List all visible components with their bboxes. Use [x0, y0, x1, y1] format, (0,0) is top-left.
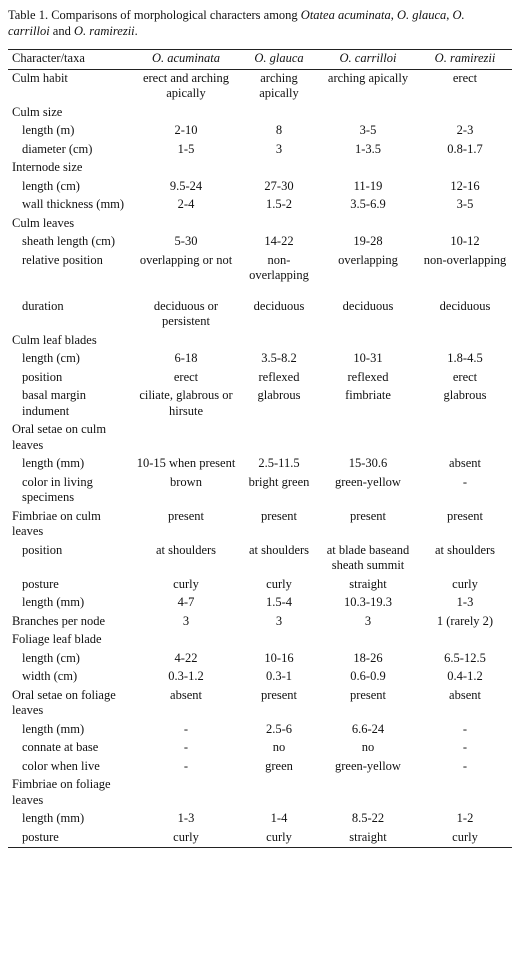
cell-ramirezii: erect	[452, 70, 478, 85]
cell-glauca: 2.5-11.5	[258, 456, 300, 470]
cell-acuminata	[132, 421, 240, 455]
table-row	[8, 758, 512, 777]
cell-ramirezii: absent	[449, 456, 481, 470]
table-row	[8, 542, 512, 576]
table-body	[8, 69, 512, 848]
cell-carrilloi	[318, 776, 418, 810]
cell-carrilloi: straight	[318, 829, 418, 848]
table-row	[8, 350, 512, 369]
cell-acuminata	[132, 776, 240, 810]
header-glauca: O. glauca	[240, 50, 318, 70]
cell-acuminata: brown	[170, 474, 202, 489]
cell-character: Culm habit	[12, 70, 68, 85]
table-row	[8, 233, 512, 252]
cell-ramirezii: at shoulders	[434, 542, 496, 557]
cell-ramirezii	[418, 104, 512, 123]
cell-acuminata	[132, 159, 240, 178]
cell-carrilloi: 3	[364, 613, 372, 628]
cell-carrilloi: 19-28	[353, 234, 383, 248]
caption-prefix: Table 1. Comparisons of morphological characters among	[8, 8, 301, 22]
table-row	[8, 141, 512, 160]
header-character: Character/taxa	[8, 50, 132, 70]
cell-carrilloi: 10.3-19.3	[344, 595, 392, 609]
cell-ramirezii: absent	[449, 687, 481, 702]
table-row	[8, 474, 512, 508]
cell-acuminata: ciliate, glabrous or hirsute	[139, 388, 233, 418]
cell-acuminata: at shoulders	[155, 542, 217, 557]
cell-acuminata: 3	[182, 613, 190, 628]
cell-character: length (mm)	[22, 721, 85, 736]
table-row	[8, 332, 512, 351]
caption-taxon-1: Otatea acuminata	[300, 8, 391, 22]
cell-character: Oral setae on foliage leaves	[12, 687, 116, 717]
cell-carrilloi: 0.6-0.9	[350, 669, 386, 683]
table-row	[8, 508, 512, 542]
cell-carrilloi: present	[349, 508, 387, 523]
cell-glauca: non-overlapping	[249, 252, 309, 282]
cell-character: duration	[22, 298, 64, 313]
cell-ramirezii: -	[462, 474, 468, 489]
caption-taxon-3: O. carrilloi	[8, 8, 465, 38]
caption-separator: ,	[446, 8, 453, 22]
cell-acuminata: erect and arching apically	[142, 70, 230, 100]
cell-acuminata: -	[183, 721, 189, 736]
cell-acuminata	[132, 104, 240, 123]
table-row	[8, 369, 512, 388]
cell-glauca: present	[260, 687, 298, 702]
cell-ramirezii: -	[462, 758, 468, 773]
cell-acuminata: -	[183, 758, 189, 773]
cell-character: Fimbriae on culm leaves	[12, 508, 101, 538]
cell-character: length (mm)	[22, 456, 85, 470]
table-row	[8, 196, 512, 215]
cell-glauca: curly	[240, 829, 318, 848]
cell-carrilloi: 18-26	[353, 650, 383, 665]
cell-glauca	[240, 631, 318, 650]
cell-character: wall thickness (mm)	[22, 197, 125, 211]
table-row	[8, 739, 512, 758]
cell-ramirezii: 12-16	[450, 178, 480, 193]
table-row	[8, 810, 512, 829]
cell-carrilloi: green-yellow	[335, 474, 401, 489]
cell-glauca: 3.5-8.2	[261, 351, 297, 365]
table-row	[8, 178, 512, 197]
table-row	[8, 668, 512, 687]
cell-character: Culm size	[12, 104, 63, 119]
cell-carrilloi: 3-5	[359, 123, 377, 137]
cell-glauca: curly	[266, 576, 292, 591]
cell-ramirezii: -	[462, 721, 468, 736]
cell-acuminata: erect	[173, 369, 199, 384]
cell-acuminata: -	[183, 740, 189, 754]
cell-glauca: 3	[275, 613, 283, 628]
cell-ramirezii: 1-2	[456, 811, 474, 825]
cell-ramirezii: erect	[452, 369, 478, 384]
table-row	[8, 576, 512, 595]
cell-acuminata: 4-7	[177, 595, 195, 609]
cell-acuminata: deciduous or persistent	[153, 298, 219, 328]
cell-acuminata: 0.3-1.2	[168, 669, 204, 683]
cell-acuminata: 1-5	[177, 141, 195, 156]
cell-acuminata: curly	[132, 829, 240, 848]
cell-glauca: bright green	[248, 474, 310, 489]
cell-glauca: no	[272, 740, 286, 754]
table-row	[8, 252, 512, 298]
cell-glauca: 8	[275, 123, 283, 137]
cell-ramirezii	[418, 159, 512, 178]
cell-carrilloi: overlapping	[338, 252, 398, 267]
cell-glauca	[240, 215, 318, 234]
cell-acuminata: present	[167, 508, 205, 523]
cell-character: posture	[22, 576, 59, 591]
caption-end: .	[134, 23, 138, 38]
cell-carrilloi	[318, 421, 418, 455]
cell-character: length (cm)	[22, 178, 80, 193]
table-row	[8, 631, 512, 650]
cell-glauca: present	[260, 508, 298, 523]
cell-carrilloi: 6.6-24	[351, 721, 385, 736]
cell-character: posture	[8, 829, 132, 848]
header-carrilloi: O. carrilloi	[318, 50, 418, 70]
cell-acuminata	[132, 631, 240, 650]
table-row	[8, 594, 512, 613]
cell-carrilloi: green-yellow	[335, 758, 401, 773]
cell-acuminata: curly	[173, 576, 199, 591]
cell-character: length (mm)	[22, 811, 85, 825]
cell-acuminata: 1-3	[177, 811, 195, 825]
cell-acuminata: 2-10	[174, 123, 198, 137]
caption-separator: ,	[390, 8, 397, 22]
cell-character: width (cm)	[22, 669, 78, 683]
cell-glauca	[240, 332, 318, 351]
cell-glauca: glabrous	[257, 388, 301, 402]
cell-carrilloi	[318, 159, 418, 178]
cell-ramirezii: present	[446, 508, 484, 523]
cell-character: length (cm)	[22, 650, 80, 665]
cell-ramirezii: 10-12	[450, 234, 480, 248]
cell-ramirezii	[418, 776, 512, 810]
cell-carrilloi	[318, 631, 418, 650]
table-caption	[8, 8, 512, 39]
caption-taxon-4: O. ramirezii	[73, 23, 135, 38]
cell-acuminata: 9.5-24	[169, 178, 203, 193]
cell-character: diameter (cm)	[22, 141, 93, 156]
cell-character: length (m)	[22, 123, 75, 137]
cell-character: sheath length (cm)	[22, 234, 116, 248]
cell-carrilloi: fimbriate	[345, 388, 391, 402]
cell-carrilloi: 15-30.6	[348, 456, 388, 470]
cell-carrilloi: straight	[349, 576, 387, 591]
cell-carrilloi: 1-3.5	[354, 141, 382, 156]
cell-character: Culm leaves	[12, 215, 75, 230]
cell-glauca: 3	[275, 141, 283, 156]
table-row	[8, 421, 512, 455]
cell-glauca: 27-30	[264, 178, 294, 193]
cell-ramirezii: -	[462, 740, 468, 754]
cell-acuminata: 6-18	[174, 351, 198, 365]
cell-ramirezii: non-overlapping	[423, 252, 507, 267]
cell-carrilloi: deciduous	[342, 298, 394, 313]
table-row	[8, 721, 512, 740]
table-row	[8, 159, 512, 178]
cell-ramirezii	[418, 421, 512, 455]
cell-carrilloi: reflexed	[347, 369, 389, 384]
cell-character: position	[22, 542, 63, 557]
cell-glauca: arching apically	[259, 70, 299, 100]
table-row	[8, 776, 512, 810]
cell-acuminata	[132, 332, 240, 351]
table-row	[8, 829, 512, 848]
cell-ramirezii: 2-3	[456, 123, 474, 137]
cell-ramirezii: 0.4-1.2	[447, 669, 483, 683]
cell-character: Culm leaf blades	[12, 332, 97, 347]
cell-acuminata	[132, 215, 240, 234]
cell-character: Internode size	[12, 160, 83, 174]
cell-acuminata: overlapping or not	[139, 252, 233, 267]
cell-glauca: 1.5-4	[265, 595, 293, 609]
table-row	[8, 650, 512, 669]
table-row	[8, 122, 512, 141]
cell-carrilloi: arching apically	[327, 70, 409, 85]
cell-carrilloi	[318, 332, 418, 351]
cell-glauca	[240, 159, 318, 178]
header-acuminata: O. acuminata	[132, 50, 240, 70]
cell-carrilloi: present	[349, 687, 387, 702]
table-row	[8, 387, 512, 421]
cell-carrilloi	[318, 104, 418, 123]
cell-character: connate at base	[22, 740, 99, 754]
cell-glauca: deciduous	[253, 298, 305, 313]
cell-character: position	[22, 369, 63, 384]
cell-ramirezii: deciduous	[439, 298, 491, 313]
table-row	[8, 613, 512, 632]
cell-acuminata: 2-4	[177, 197, 195, 211]
cell-glauca	[240, 421, 318, 455]
cell-glauca: 0.3-1	[265, 669, 293, 683]
cell-glauca: 14-22	[264, 234, 294, 248]
cell-character: color in living specimens	[22, 474, 93, 504]
cell-ramirezii: 3-5	[456, 197, 474, 211]
table-row	[8, 215, 512, 234]
morphology-table	[8, 49, 512, 848]
cell-carrilloi: 8.5-22	[351, 811, 385, 825]
cell-glauca	[240, 104, 318, 123]
cell-glauca: green	[265, 758, 293, 773]
table-row	[8, 104, 512, 123]
cell-ramirezii: 1 (rarely 2)	[436, 613, 494, 628]
table-header-row	[8, 50, 512, 70]
cell-character: length (mm)	[22, 595, 85, 609]
table-row	[8, 455, 512, 474]
cell-carrilloi: no	[361, 740, 375, 754]
cell-character: Foliage leaf blade	[12, 632, 102, 646]
cell-acuminata: absent	[170, 687, 202, 702]
cell-character: Branches per node	[12, 613, 106, 628]
cell-glauca: 2.5-6	[265, 721, 293, 736]
caption-taxon-2: O. glauca	[396, 8, 447, 22]
cell-ramirezii: curly	[418, 829, 512, 848]
cell-ramirezii: curly	[452, 576, 478, 591]
cell-glauca: 1.5-2	[265, 197, 293, 211]
cell-carrilloi: 11-19	[353, 178, 383, 193]
cell-character: length (cm)	[22, 351, 80, 365]
cell-character: basal margin indument	[22, 388, 86, 418]
cell-carrilloi: 10-31	[353, 351, 383, 365]
cell-carrilloi	[318, 215, 418, 234]
cell-glauca: reflexed	[258, 369, 300, 384]
cell-ramirezii: glabrous	[443, 388, 487, 402]
cell-acuminata: 4-22	[174, 650, 198, 665]
cell-character: relative position	[22, 252, 103, 267]
cell-character: Oral setae on culm leaves	[12, 422, 107, 452]
table-row	[8, 687, 512, 721]
table-row	[8, 298, 512, 332]
cell-ramirezii: 1.8-4.5	[447, 351, 483, 365]
cell-character: color when live	[22, 758, 100, 773]
header-ramirezii: O. ramirezii	[418, 50, 512, 70]
cell-carrilloi: 3.5-6.9	[350, 197, 386, 211]
cell-ramirezii	[418, 631, 512, 650]
cell-acuminata: 10-15 when present	[136, 456, 236, 470]
cell-ramirezii: 0.8-1.7	[447, 141, 483, 156]
cell-ramirezii	[418, 332, 512, 351]
cell-glauca: at shoulders	[248, 542, 310, 557]
cell-glauca	[240, 776, 318, 810]
cell-glauca: 1-4	[270, 811, 288, 825]
caption-separator: and	[49, 23, 74, 38]
cell-ramirezii: 6.5-12.5	[444, 650, 486, 665]
cell-character: Fimbriae on foliage leaves	[12, 777, 111, 807]
cell-glauca: 10-16	[264, 650, 294, 665]
cell-ramirezii	[418, 215, 512, 234]
table-row	[8, 69, 512, 104]
cell-carrilloi: at blade baseand sheath summit	[326, 542, 410, 572]
cell-ramirezii: 1-3	[456, 595, 474, 609]
cell-acuminata: 5-30	[174, 234, 198, 248]
